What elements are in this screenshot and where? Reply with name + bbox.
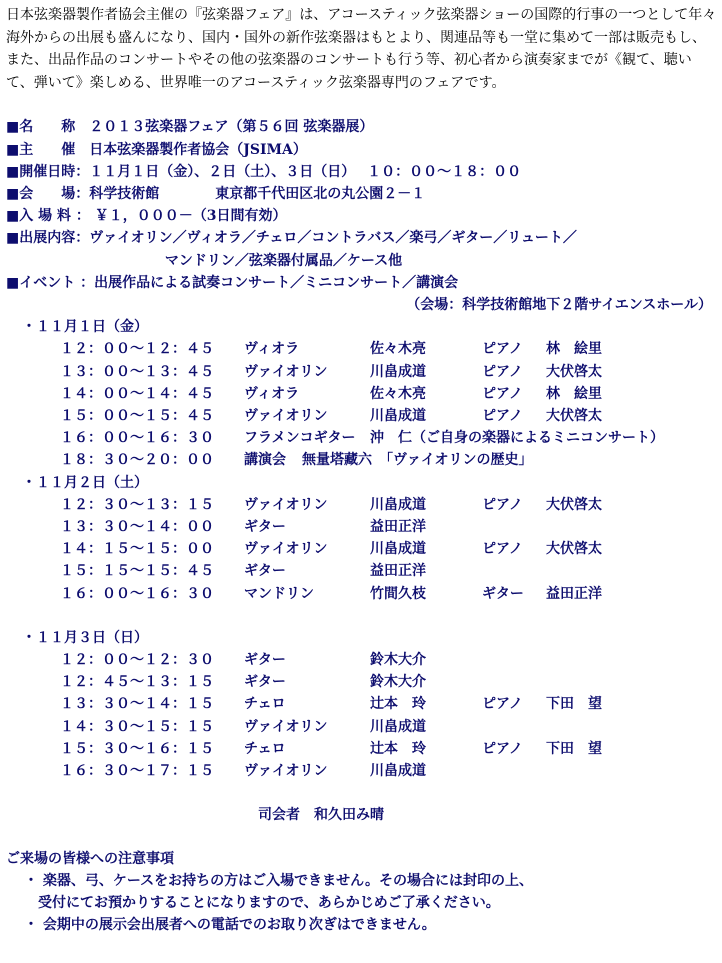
slot-time: １３：３０～１４：１５ — [60, 696, 214, 713]
slot-time: １４：３０～１５：１５ — [60, 718, 214, 735]
slot-accompaniment: ピアノ — [482, 363, 523, 380]
slot-accompaniment: ピアノ — [482, 341, 523, 358]
slot-accompanist: 林 絵里 — [546, 385, 602, 402]
slot-time: １４：１５～１５：００ — [60, 541, 214, 558]
event-venue: （会場：科学技術館地下２階サイエンスホール） — [406, 297, 712, 313]
note-item: ・ 楽器、弓、ケースをお持ちの方はご入場できません。その場合には封印の上、 — [24, 873, 534, 890]
slot-instrument: ヴァイオリン — [244, 541, 328, 558]
slot-instrument: チェロ — [244, 740, 286, 757]
slot-instrument: ギター — [244, 563, 286, 580]
slot-time: １２：００～１２：３０ — [60, 652, 214, 669]
info-block — [6, 116, 718, 294]
schedule-row — [6, 716, 718, 738]
slot-time: １３：００～１３：４５ — [60, 363, 214, 380]
slot-player: 益田正洋 — [370, 563, 426, 580]
slot-accompanist: 益田正洋 — [546, 585, 602, 602]
schedule-row — [6, 361, 718, 383]
slot-accompanist: 林 絵里 — [546, 341, 602, 358]
slot-instrument: ヴァイオリン — [244, 763, 328, 780]
slot-time: １６：００～１６：３０ — [60, 585, 214, 602]
schedule-row — [6, 427, 718, 449]
slot-accompanist: 大伏啓太 — [546, 408, 602, 425]
info-venue: ■会 場：科学技術館 東京都千代田区北の丸公園２－１ — [6, 185, 426, 202]
day-heading: ・１１月１日（金） — [22, 319, 148, 336]
slot-player: 川畠成道 — [370, 541, 426, 558]
slot-instrument: ヴァイオリン — [244, 408, 328, 425]
schedule-row — [6, 449, 718, 471]
slot-player: 無量塔藏六 「ヴァイオリンの歴史」 — [302, 452, 533, 469]
slot-player: 鈴木大介 — [370, 652, 426, 669]
slot-player: 辻本 玲 — [370, 740, 426, 757]
slot-player: 佐々木亮 — [370, 341, 426, 358]
slot-player: 益田正洋 — [370, 519, 426, 536]
schedule-row — [6, 516, 718, 538]
info-exhibits: ■出展内容：ヴァイオリン／ヴィオラ／チェロ／コントラバス／楽弓／ギター／リュート／ — [6, 230, 577, 247]
note-item: ・ 会期中の展示会出展者への電話でのお取り次ぎはできません。 — [24, 917, 436, 934]
slot-time: １４：００～１４：４５ — [60, 385, 214, 402]
slot-accompaniment: ピアノ — [482, 408, 523, 425]
schedule-row — [6, 649, 718, 671]
day-section — [6, 627, 718, 782]
slot-accompanist: 大伏啓太 — [546, 363, 602, 380]
slot-time: １５：００～１５：４５ — [60, 408, 214, 425]
slot-instrument: ヴァイオリン — [244, 718, 328, 735]
slot-player: 川畠成道 — [370, 496, 426, 513]
slot-accompaniment: ピアノ — [482, 496, 523, 513]
info-exhibits-cont: マンドリン／弦楽器付属品／ケース他 — [6, 252, 403, 269]
day-heading: ・１１月２日（土） — [22, 474, 148, 491]
slot-time: １２：３０～１３：１５ — [60, 496, 214, 513]
schedule-row — [6, 538, 718, 560]
slot-player: 川畠成道 — [370, 363, 426, 380]
spacer — [6, 605, 718, 627]
slot-accompaniment: ピアノ — [482, 385, 523, 402]
slot-accompanist: 大伏啓太 — [546, 541, 602, 558]
info-admission: ■入 場 料 ： ￥１，０００－（3日間有効） — [6, 208, 287, 225]
schedule-row — [6, 494, 718, 516]
slot-time: １６：３０～１７：１５ — [60, 763, 214, 780]
slot-time: １８：３０～２０：００ — [60, 452, 214, 469]
slot-player: 川畠成道 — [370, 408, 426, 425]
schedule-row — [6, 693, 718, 715]
day-heading: ・１１月３日（日） — [22, 629, 148, 646]
slot-time: １３：３０～１４：００ — [60, 519, 214, 536]
note-item-continued: 受付にてお預かりすることになりますので、あらかじめご了承ください。 — [38, 895, 500, 912]
info-events: ■イベント ：出展作品による試奏コンサート／ミニコンサート／講演会 — [6, 274, 459, 291]
master-of-ceremonies: 司会者 和久田み晴 — [258, 807, 384, 824]
slot-instrument: フラメンコギター — [244, 430, 356, 447]
slot-accompanist: 大伏啓太 — [546, 496, 602, 513]
slot-time: １２：４５～１３：１５ — [60, 674, 214, 691]
slot-accompaniment: ピアノ — [482, 541, 523, 558]
slot-instrument: 講演会 — [244, 452, 286, 469]
slot-player: 川畠成道 — [370, 718, 426, 735]
slot-time: １６：００～１６：３０ — [60, 430, 214, 447]
slot-instrument: ヴィオラ — [244, 385, 300, 402]
slot-player: 鈴木大介 — [370, 674, 426, 691]
schedule-row — [6, 738, 718, 760]
slot-accompaniment: ピアノ — [482, 696, 523, 713]
intro-paragraph: 日本弦楽器製作者協会主催の『弦楽器フェア』は、アコースティック弦楽器ショーの国際的行事の一つとして年々海外からの出展も盛んになり、国内・国外の新作弦楽器はもとより、関連品等も一堂に集めて一部は販売もし、また、出品作品のコンサートやその他の弦楽器のコンサートも行う等、初心者から演奏家までが《観て、聴いて、弾いて》楽しめる、世界唯一のアコースティック弦楽器専門のフェアです。 — [6, 7, 717, 91]
slot-time: １５：３０～１６：１５ — [60, 740, 214, 757]
notes-title: ご来場の皆様への注意事項 — [6, 851, 174, 868]
slot-instrument: ギター — [244, 652, 286, 669]
slot-instrument: ヴァイオリン — [244, 363, 328, 380]
schedule-row — [6, 383, 718, 405]
slot-player: 川畠成道 — [370, 763, 426, 780]
slot-instrument: ヴィオラ — [244, 341, 300, 358]
schedule-row — [6, 338, 718, 360]
schedule-row — [6, 760, 718, 782]
slot-time: １５：１５～１５：４５ — [60, 563, 214, 580]
slot-player: 竹間久枝 — [370, 585, 426, 602]
slot-instrument: ギター — [244, 519, 286, 536]
day-section — [6, 316, 718, 471]
document-page — [6, 4, 718, 936]
schedule-row — [6, 671, 718, 693]
slot-instrument: マンドリン — [244, 585, 314, 602]
slot-player: 辻本 玲 — [370, 696, 426, 713]
slot-accompanist: 下田 望 — [546, 696, 602, 713]
slot-accompanist: 下田 望 — [546, 740, 602, 757]
slot-accompaniment: ピアノ — [482, 740, 523, 757]
info-dates: ■開催日時：１１月１日（金）、２日（土）、３日（日） １０：００～１８：００ — [6, 163, 522, 180]
day-section — [6, 472, 718, 605]
info-name: ■名 称 ２０１３弦楽器フェア（第５６回 弦楽器展） — [6, 119, 374, 136]
schedule-row — [6, 405, 718, 427]
spacer — [6, 826, 718, 848]
slot-instrument: チェロ — [244, 696, 286, 713]
spacer — [6, 94, 718, 116]
slot-accompaniment: ギター — [482, 585, 524, 602]
slot-time: １２：００～１２：４５ — [60, 341, 214, 358]
slot-instrument: ギター — [244, 674, 286, 691]
schedule-row — [6, 583, 718, 605]
spacer — [6, 782, 718, 804]
slot-player: 佐々木亮 — [370, 385, 426, 402]
slot-instrument: ヴァイオリン — [244, 496, 328, 513]
info-organizer: ■主 催 日本弦楽器製作者協会（JSIMA） — [6, 141, 307, 158]
schedule-row — [6, 560, 718, 582]
slot-player: 沖 仁（ご自身の楽器によるミニコンサート） — [370, 430, 664, 447]
